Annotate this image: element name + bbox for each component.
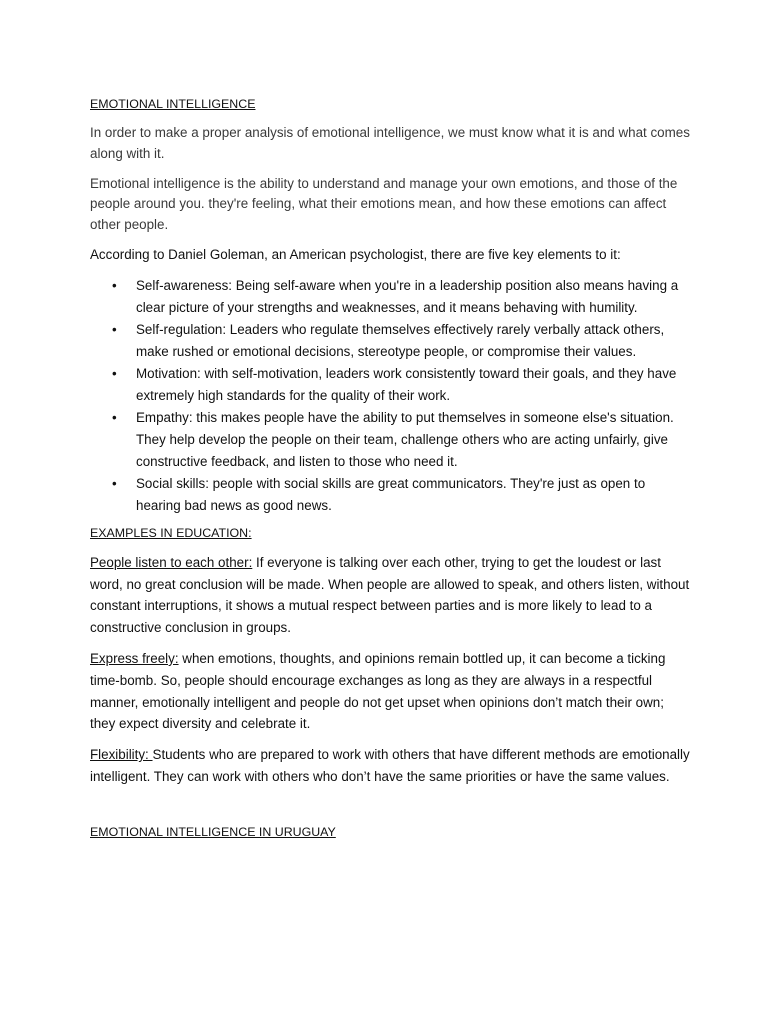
example-text: Students who are prepared to work with others that have different methods are emotionally intelligent. They can work with others who don’t have the same priorities or have the same values. (90, 747, 690, 784)
list-item-social-skills (90, 473, 690, 517)
bullet-icon: • (112, 409, 117, 425)
example-text: If everyone is talking over each other, trying to get the loudest or last word, no great conclusion will be made. When people are allowed to speak, and others listen, without constant interruptions, it shows a mutual respect between parties and is more likely to lead to a constructive conclusion in groups. (90, 554, 690, 636)
document-page (90, 95, 690, 851)
heading-examples-in-education: EXAMPLES IN EDUCATION: (90, 525, 252, 540)
list-item-text: Self-awareness: Being self-aware when you're in a leadership position also means having a clear picture of your strengths and weaknesses, and it means behaving with humility. (136, 277, 679, 315)
bullet-icon: • (112, 321, 117, 337)
heading-emotional-intelligence-uruguay: EMOTIONAL INTELLIGENCE IN URUGUAY (90, 824, 336, 839)
bullet-icon: • (112, 277, 117, 293)
example-label: People listen to each other: (90, 554, 253, 570)
intro-paragraph-2: Emotional intelligence is the ability to understand and manage your own emotions, and those of the people around you. they're feeling, what their emotions mean, and how these emotions can affect other people. (90, 175, 678, 233)
example-text: when emotions, thoughts, and opinions remain bottled up, it can become a ticking time-bomb. So, people should encourage exchanges as long as they are always in a respectful manner, emotionally intelligent and people do not get upset when opinions don’t match their own; they expect diversity and celebrate it. (90, 650, 666, 732)
example-label: Flexibility: (90, 747, 153, 763)
heading-emotional-intelligence: EMOTIONAL INTELLIGENCE (90, 97, 256, 111)
example-label: Express freely: (90, 650, 179, 666)
key-elements-list (90, 275, 690, 517)
list-item-empathy (90, 407, 690, 473)
list-item-self-awareness (90, 275, 690, 319)
list-item-motivation (90, 363, 690, 407)
example-express-freely (90, 648, 690, 735)
section-spacer (90, 797, 690, 823)
goleman-paragraph: According to Daniel Goleman, an American psychologist, there are five key elements to it: (90, 246, 621, 262)
example-people-listen (90, 552, 690, 639)
intro-paragraph-1: In order to make a proper analysis of emotional intelligence, we must know what it is and what comes along with it. (90, 125, 690, 161)
list-item-text: Social skills: people with social skills are great communicators. They're just as open to hearing bad news as good news. (136, 475, 646, 513)
example-flexibility (90, 744, 690, 788)
list-item-text: Empathy: this makes people have the ability to put themselves in someone else's situation. They help develop the people on their team, challenge others who are acting unfairly, give constructive feedback, and listen to those who need it. (136, 409, 674, 469)
bullet-icon: • (112, 365, 117, 381)
list-item-text: Motivation: with self-motivation, leaders work consistently toward their goals, and they have extremely high standards for the quality of their work. (136, 365, 677, 403)
list-item-text: Self-regulation: Leaders who regulate themselves effectively rarely verbally attack others, make rushed or emotional decisions, stereotype people, or compromise their values. (136, 321, 665, 359)
bullet-icon: • (112, 475, 117, 491)
list-item-self-regulation (90, 319, 690, 363)
